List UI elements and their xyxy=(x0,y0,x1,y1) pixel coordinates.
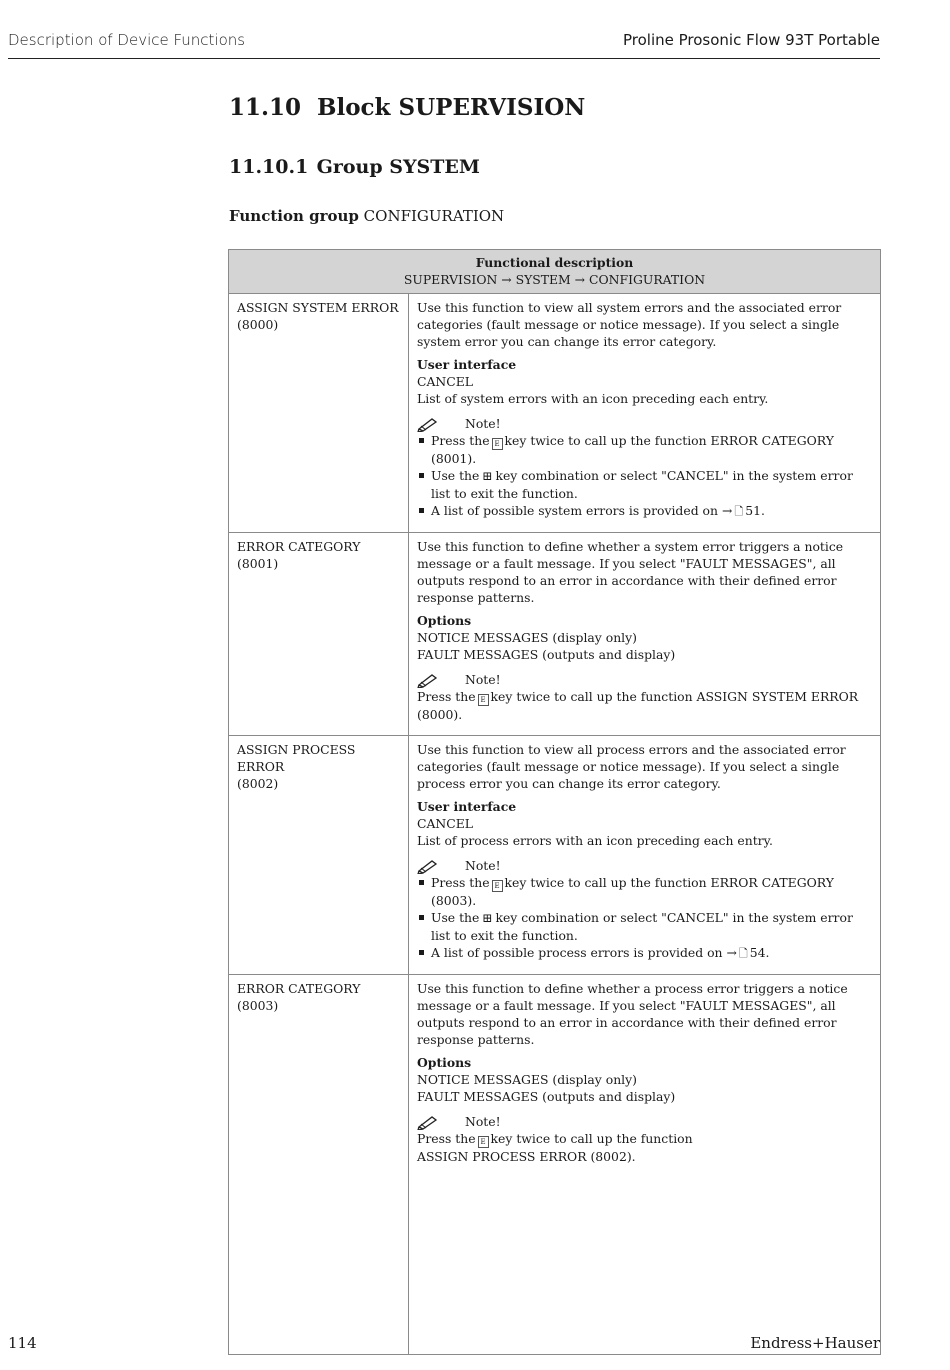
note-list xyxy=(417,432,872,520)
enter-key-icon: E xyxy=(478,1136,489,1148)
list-item: Use the ⊞ key combination or select "CANCEL" in the system error list to exit the function. xyxy=(417,909,872,944)
function-code: (8002) xyxy=(237,776,279,791)
section-number: 11.10 xyxy=(229,94,302,121)
enter-key-icon: E xyxy=(478,694,489,706)
ui-line: CANCEL xyxy=(417,816,474,831)
table-row xyxy=(229,736,881,975)
list-item: Press the E key twice to call up the function ERROR CATEGORY (8003). xyxy=(417,874,872,909)
list-item: Press the E key twice to call up the function ERROR CATEGORY (8001). xyxy=(417,432,872,467)
option-line: FAULT MESSAGES (outputs and display) xyxy=(417,647,676,662)
description-text: Use this function to define whether a system error triggers a notice message or a fault message. If you select "FAULT MESSAGES", all outputs respond to an error in accordance with their defined error response patterns. xyxy=(417,539,844,605)
function-group-heading xyxy=(229,207,504,225)
note-text-line2: ASSIGN PROCESS ERROR (8002). xyxy=(417,1149,636,1164)
enter-key-icon: E xyxy=(492,438,503,450)
function-name: ERROR CATEGORY xyxy=(237,539,361,554)
function-description-cell xyxy=(409,975,881,1355)
function-name: ASSIGN PROCESS ERROR xyxy=(237,742,356,774)
description-text: Use this function to view all process errors and the associated error categories (fault message or notice message). If you select a single process error you can change its error category. xyxy=(417,742,846,791)
list-item: A list of possible system errors is provided on → 🗋 51. xyxy=(417,502,872,520)
table-row xyxy=(229,533,881,736)
note-pencil-icon xyxy=(417,416,439,432)
ui-line: List of process errors with an icon preceding each entry. xyxy=(417,833,773,848)
table-path: SUPERVISION → SYSTEM → CONFIGURATION xyxy=(403,272,706,287)
note-block xyxy=(417,1113,872,1130)
footer-brand: Endress+Hauser xyxy=(750,1334,880,1352)
running-header-right: Proline Prosonic Flow 93T Portable xyxy=(623,31,880,49)
note-list xyxy=(417,874,872,962)
page-reference-icon: 🗋 xyxy=(734,505,744,518)
enter-key-icon: E xyxy=(492,880,503,892)
note-label: Note! xyxy=(465,672,501,687)
header-rule xyxy=(8,58,880,59)
list-item: Use the ⊞ key combination or select "CANCEL" in the system error list to exit the function. xyxy=(417,467,872,502)
table-header xyxy=(229,250,881,294)
note-text: Press the E key twice to call up the function xyxy=(417,1131,693,1146)
running-header-left: Description of Device Functions xyxy=(8,31,246,49)
section-label: User interface xyxy=(417,357,517,372)
option-line: FAULT MESSAGES (outputs and display) xyxy=(417,1089,676,1104)
note-label: Note! xyxy=(465,416,501,431)
ui-line: CANCEL xyxy=(417,374,474,389)
function-name-cell xyxy=(229,533,409,736)
function-code: (8001) xyxy=(237,556,279,571)
section-label: Options xyxy=(417,613,472,628)
section-label: User interface xyxy=(417,799,517,814)
subsection-title: Group SYSTEM xyxy=(316,156,480,178)
note-block xyxy=(417,415,872,432)
function-group-label: Function group xyxy=(229,207,359,225)
page-number: 114 xyxy=(8,1334,37,1352)
page-reference-icon: 🗋 xyxy=(738,947,748,960)
function-name-cell xyxy=(229,294,409,533)
description-text: Use this function to view all system errors and the associated error categories (fault message or notice message). If you select a single system error you can change its error category. xyxy=(417,300,842,349)
key-combination-icon: ⊞ xyxy=(482,469,493,483)
function-description-cell xyxy=(409,294,881,533)
function-description-cell xyxy=(409,533,881,736)
function-name: ASSIGN SYSTEM ERROR xyxy=(237,300,399,315)
note-block xyxy=(417,671,872,688)
option-line: NOTICE MESSAGES (display only) xyxy=(417,1072,637,1087)
function-code: (8000) xyxy=(237,317,279,332)
list-item: A list of possible process errors is provided on → 🗋 54. xyxy=(417,944,872,962)
section-title: Block SUPERVISION xyxy=(317,94,586,121)
note-block xyxy=(417,857,872,874)
table-row xyxy=(229,294,881,533)
subsection-heading xyxy=(229,156,480,178)
function-name-cell xyxy=(229,975,409,1355)
function-table xyxy=(228,249,881,1355)
note-pencil-icon xyxy=(417,1114,439,1130)
note-pencil-icon xyxy=(417,672,439,688)
option-line: NOTICE MESSAGES (display only) xyxy=(417,630,637,645)
table-title: Functional description xyxy=(475,255,634,270)
function-group-name: CONFIGURATION xyxy=(363,207,505,225)
table-row xyxy=(229,975,881,1355)
subsection-number: 11.10.1 xyxy=(229,156,309,178)
function-name: ERROR CATEGORY xyxy=(237,981,361,996)
note-label: Note! xyxy=(465,858,501,873)
section-heading xyxy=(229,94,585,121)
section-label: Options xyxy=(417,1055,472,1070)
function-code: (8003) xyxy=(237,998,279,1013)
note-label: Note! xyxy=(465,1114,501,1129)
function-description-cell xyxy=(409,736,881,975)
ui-line: List of system errors with an icon preceding each entry. xyxy=(417,391,769,406)
note-text: Press the E key twice to call up the function ASSIGN SYSTEM ERROR (8000). xyxy=(417,689,859,722)
table-header-row xyxy=(229,250,881,294)
function-name-cell xyxy=(229,736,409,975)
key-combination-icon: ⊞ xyxy=(482,911,493,925)
description-text: Use this function to define whether a process error triggers a notice message or a fault message. If you select "FAULT MESSAGES", all outputs respond to an error in accordance with their defined error response patterns. xyxy=(417,981,848,1047)
note-pencil-icon xyxy=(417,858,439,874)
